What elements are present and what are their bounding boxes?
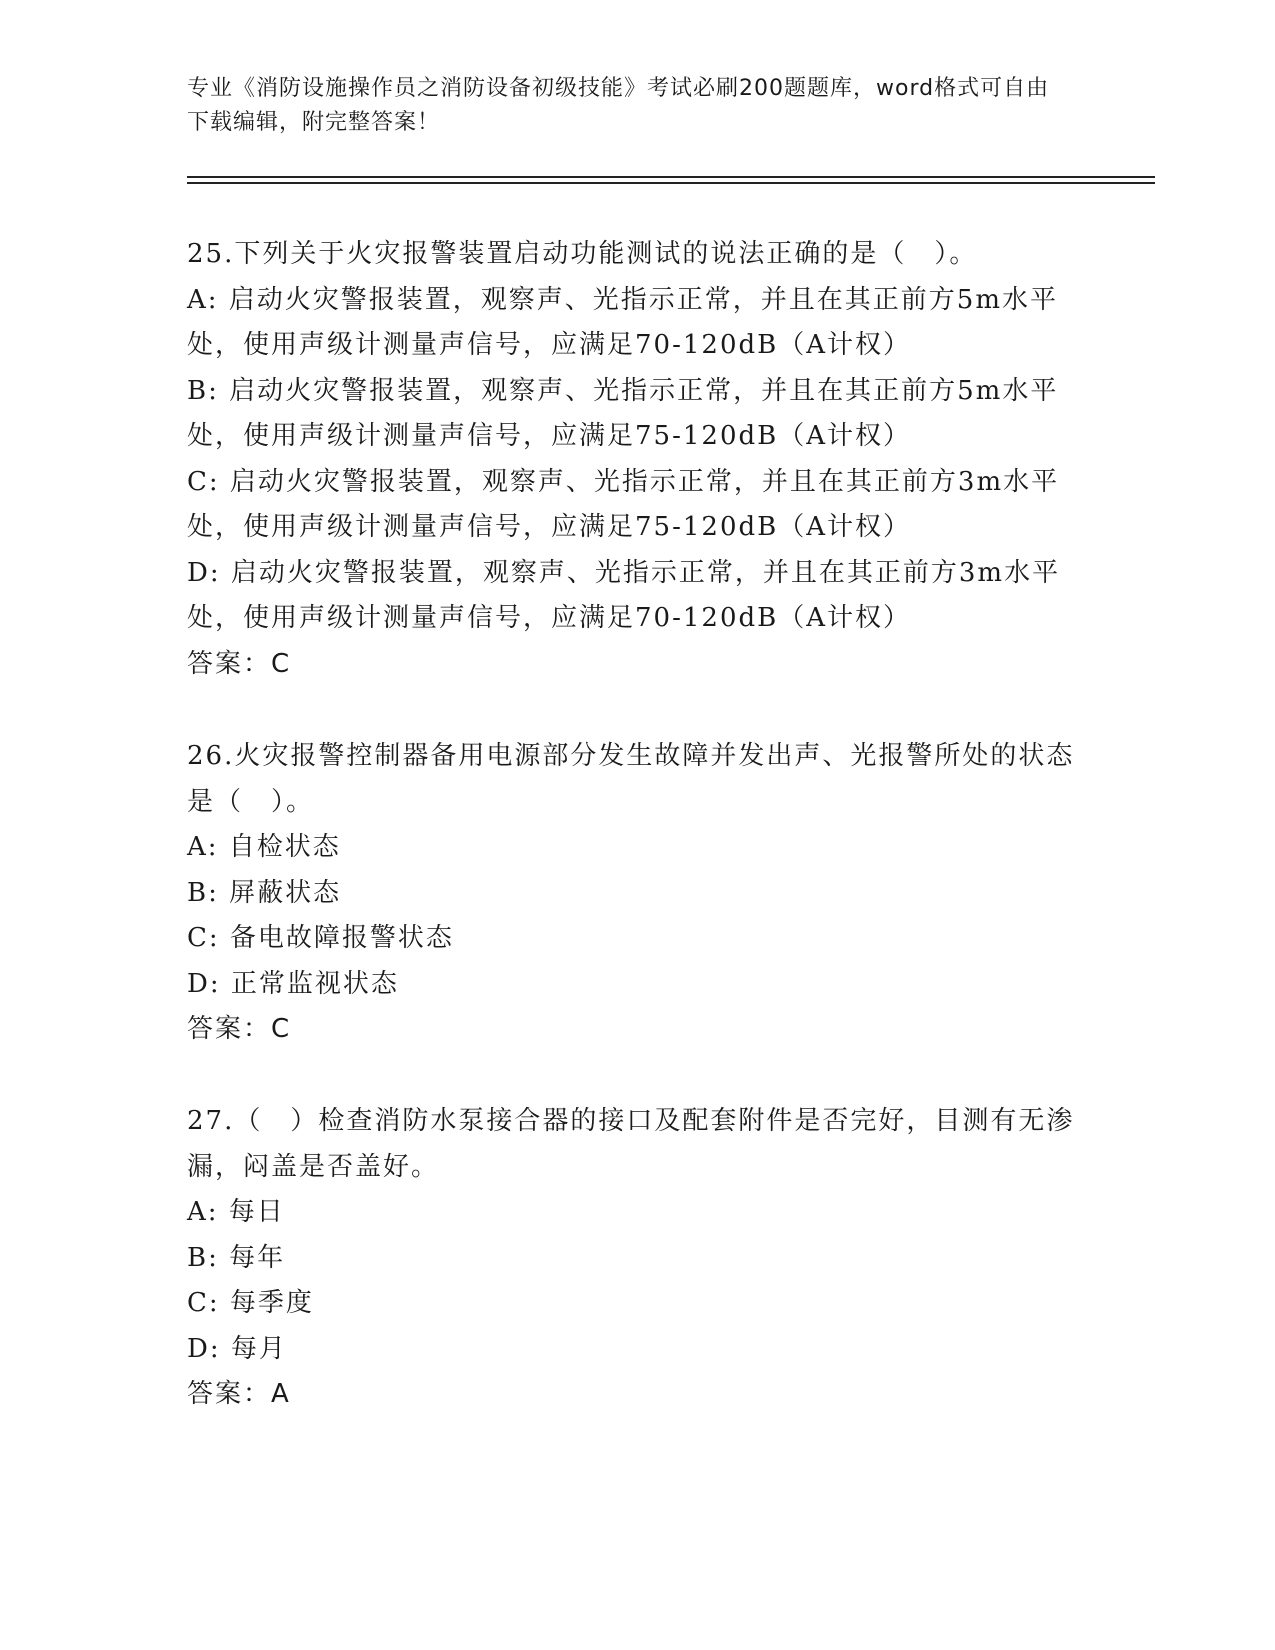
question-25 — [187, 232, 1087, 687]
question-26 — [187, 734, 1087, 1053]
answer: 答案：C — [187, 1014, 292, 1044]
question-stem: 25.下列关于火灾报警装置启动功能测试的说法正确的是（ ）。 — [187, 239, 978, 269]
header-text: 专业《消防设施操作员之消防设备初级技能》考试必刷200题题库，word格式可自由下载编辑，附完整答案！ — [187, 76, 1050, 135]
option-c: C: 备电故障报警状态 — [187, 923, 454, 953]
header-rule-top — [187, 176, 1155, 178]
document-header — [187, 72, 1067, 140]
option-d: D: 启动火灾警报装置，观察声、光指示正常，并且在其正前方3m水平处，使用声级计测量声信号，应满足70-120dB（A计权） — [187, 557, 1061, 633]
option-d: D: 每月 — [187, 1333, 287, 1364]
option-a: A: 启动火灾警报装置，观察声、光指示正常，并且在其正前方5m水平处，使用声级计测量声信号，应满足70-120dB（A计权） — [187, 284, 1058, 360]
option-c: C: 每季度 — [187, 1288, 314, 1318]
option-a: A: 自检状态 — [187, 832, 341, 862]
header-rule-bottom — [187, 182, 1155, 184]
option-b: B: 每年 — [187, 1242, 286, 1273]
answer: 答案：C — [187, 648, 292, 679]
option-d: D: 正常监视状态 — [187, 968, 399, 999]
option-a: A: 每日 — [187, 1197, 285, 1227]
question-stem: 27.（ ）检查消防水泵接合器的接口及配套附件是否完好，目测有无渗漏，闷盖是否盖好。 — [187, 1106, 1075, 1182]
option-b: B: 启动火灾警报装置，观察声、光指示正常，并且在其正前方5m水平处，使用声级计测量声信号，应满足75-120dB（A计权） — [187, 375, 1059, 451]
option-c: C: 启动火灾警报装置，观察声、光指示正常，并且在其正前方3m水平处，使用声级计测量声信号，应满足75-120dB（A计权） — [187, 466, 1060, 542]
option-b: B: 屏蔽状态 — [187, 877, 342, 908]
question-27 — [187, 1099, 1087, 1418]
answer: 答案：A — [187, 1379, 291, 1409]
question-stem: 26.火灾报警控制器备用电源部分发生故障并发出声、光报警所处的状态是（ ）。 — [187, 741, 1075, 817]
